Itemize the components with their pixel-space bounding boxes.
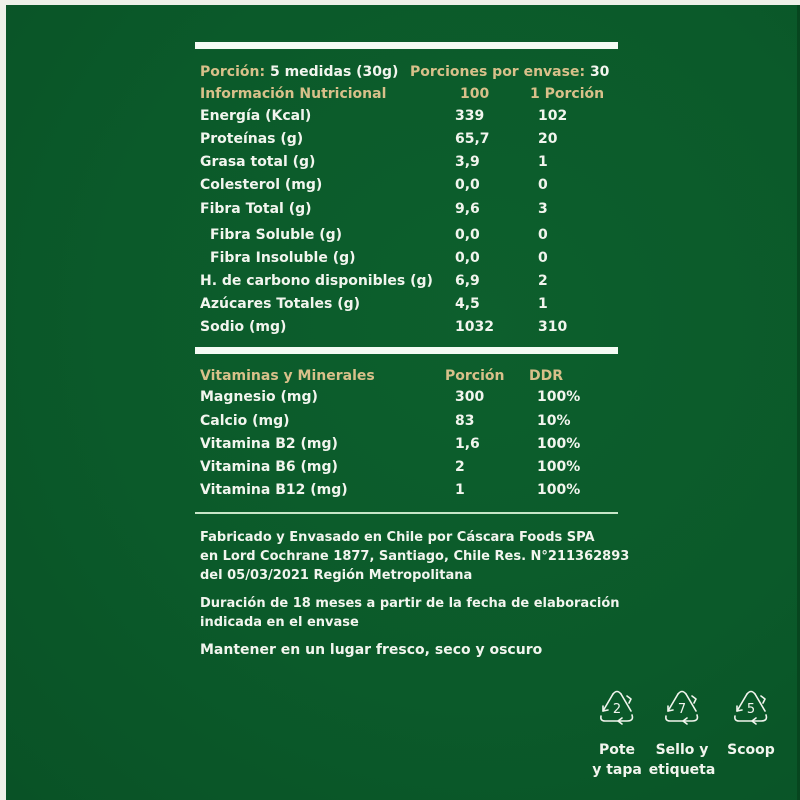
portion-value: 5 medidas (30g)	[269, 64, 399, 80]
nutrient-name: Grasa total (g)	[200, 154, 316, 170]
vitamin-name: Calcio (mg)	[200, 413, 290, 429]
nutrient-per-portion: 3	[538, 201, 548, 217]
recycling-label	[711, 740, 791, 760]
nutrient-per-portion: 102	[538, 108, 568, 124]
nutrient-per-100: 0,0	[455, 177, 480, 193]
vitamins-col-ddr: DDR	[529, 368, 564, 384]
nutrient-name: Sodio (mg)	[200, 319, 287, 335]
manufacturer-text	[200, 528, 629, 585]
recycling-label-line1: Sello y	[655, 742, 709, 758]
info-label: Información Nutricional	[200, 86, 387, 102]
servings-value: 30	[589, 64, 610, 80]
nutrient-per-100: 0,0	[455, 250, 480, 266]
vitamin-ddr: 100%	[537, 482, 581, 498]
vitamin-name: Vitamina B6 (mg)	[200, 459, 338, 475]
recycling-code: 5	[746, 702, 756, 717]
recycling-label-line2: y tapa	[592, 762, 642, 778]
nutrient-name: Energía (Kcal)	[200, 108, 312, 124]
nutrient-per-100: 65,7	[455, 131, 490, 147]
vitamin-row	[200, 389, 620, 411]
thin-divider	[195, 512, 618, 514]
recycling-label	[642, 740, 722, 780]
vitamin-portion: 83	[455, 413, 475, 429]
nutrition-row	[200, 250, 620, 272]
duration-line: indicada en el envase	[200, 615, 359, 630]
nutrient-per-portion: 0	[538, 177, 548, 193]
vitamin-portion: 2	[455, 459, 465, 475]
nutrient-name: Fibra Soluble (g)	[210, 227, 343, 243]
nutrient-per-100: 4,5	[455, 296, 480, 312]
duration-text	[200, 594, 620, 632]
nutrient-name: Proteínas (g)	[200, 131, 304, 147]
nutrient-per-100: 1032	[455, 319, 494, 335]
recycling-triangle-icon	[662, 690, 702, 726]
nutrient-per-100: 9,6	[455, 201, 480, 217]
vitamin-name: Vitamina B2 (mg)	[200, 436, 338, 452]
servings-group	[410, 64, 609, 80]
col-100-header: 100	[460, 86, 490, 102]
vitamin-ddr: 100%	[537, 436, 581, 452]
manufacturer-line: del 05/03/2021 Región Metropolitana	[200, 568, 473, 583]
vitamin-ddr: 10%	[537, 413, 571, 429]
vitamin-row	[200, 459, 620, 481]
nutrition-row	[200, 108, 620, 130]
nutrition-row	[200, 201, 620, 223]
vitamins-title: Vitaminas y Minerales	[200, 368, 375, 384]
top-divider-bar	[195, 42, 618, 49]
vitamin-ddr: 100%	[537, 389, 581, 405]
vitamin-portion: 1,6	[455, 436, 480, 452]
recycling-label-line1: Pote	[598, 742, 636, 758]
vitamin-ddr: 100%	[537, 459, 581, 475]
nutrition-row	[200, 131, 620, 153]
vitamin-name: Magnesio (mg)	[200, 389, 318, 405]
nutrient-name: Fibra Insoluble (g)	[210, 250, 356, 266]
nutrient-name: Fibra Total (g)	[200, 201, 312, 217]
manufacturer-line: Fabricado y Envasado en Chile por Cáscara Foods SPA	[200, 530, 595, 545]
vitamin-row	[200, 482, 620, 504]
middle-divider-bar	[195, 347, 618, 354]
nutrient-per-portion: 0	[538, 250, 548, 266]
nutrient-name: H. de carbono disponibles (g)	[200, 273, 433, 289]
vitamin-row	[200, 413, 620, 435]
recycling-label-line2: etiqueta	[648, 762, 716, 778]
nutrition-row	[200, 227, 620, 249]
nutrition-row	[200, 296, 620, 318]
portion-row	[200, 64, 620, 86]
recycling-triangle-icon	[731, 690, 771, 726]
servings-label: Porciones por envase:	[410, 64, 586, 80]
vitamin-portion: 300	[455, 389, 485, 405]
nutrition-header-row	[200, 86, 620, 108]
nutrient-per-portion: 1	[538, 154, 548, 170]
nutrient-per-portion: 2	[538, 273, 548, 289]
nutrient-name: Azúcares Totales (g)	[200, 296, 361, 312]
nutrient-per-portion: 1	[538, 296, 548, 312]
recycling-code: 7	[677, 702, 687, 717]
recycling-label-line1: Scoop	[727, 742, 775, 758]
portion-group	[200, 64, 398, 80]
nutrition-row	[200, 177, 620, 199]
nutrient-name: Colesterol (mg)	[200, 177, 323, 193]
recycling-triangle-icon	[597, 690, 637, 726]
vitamin-portion: 1	[455, 482, 465, 498]
vitamin-row	[200, 436, 620, 458]
nutrient-per-100: 0,0	[455, 227, 480, 243]
vitamins-header-row	[200, 368, 620, 390]
nutrient-per-portion: 310	[538, 319, 568, 335]
duration-line: Duración de 18 meses a partir de la fecha de elaboración	[200, 596, 620, 611]
manufacturer-line: en Lord Cochrane 1877, Santiago, Chile Res. N°211362893	[200, 549, 630, 564]
portion-label: Porción:	[200, 64, 266, 80]
storage-text: Mantener en un lugar fresco, seco y oscuro	[200, 642, 543, 658]
nutrient-per-100: 3,9	[455, 154, 480, 170]
nutrient-per-portion: 20	[538, 131, 558, 147]
nutrition-row	[200, 273, 620, 295]
nutrient-per-100: 339	[455, 108, 485, 124]
vitamin-name: Vitamina B12 (mg)	[200, 482, 348, 498]
nutrition-row	[200, 319, 620, 341]
col-portion-header: 1 Porción	[530, 86, 605, 102]
nutrient-per-portion: 0	[538, 227, 548, 243]
nutrition-row	[200, 154, 620, 176]
vitamins-col-portion: Porción	[445, 368, 505, 384]
nutrient-per-100: 6,9	[455, 273, 480, 289]
recycling-code: 2	[612, 702, 622, 717]
